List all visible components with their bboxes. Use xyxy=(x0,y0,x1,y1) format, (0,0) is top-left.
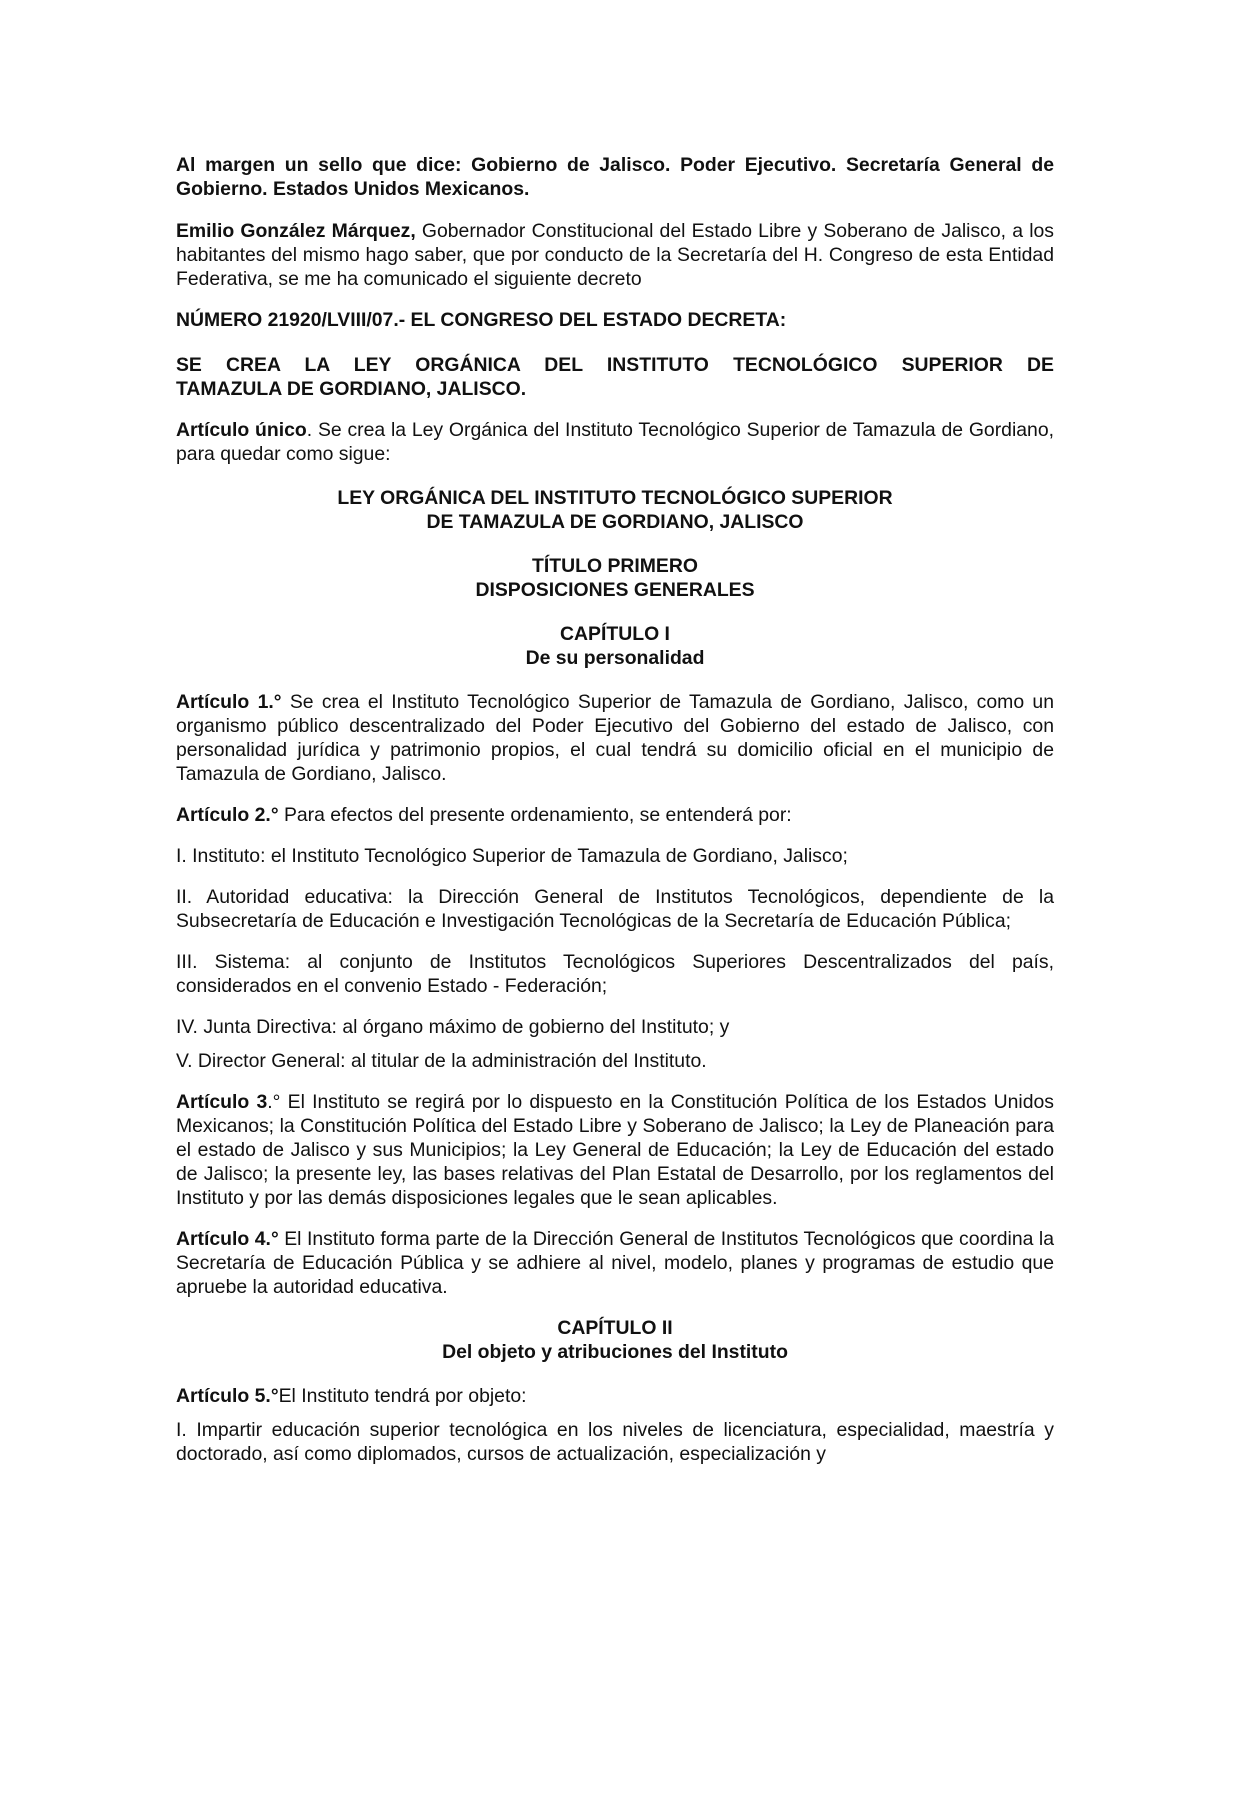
capitulo-2-line1: CAPÍTULO II xyxy=(557,1317,673,1339)
articulo-4-text: El Instituto forma parte de la Dirección General de Institutos Tecnológicos que coordina la Secretaría de Educación Pública y se adhiere al nivel, modelo, planes y programas de estudio que apruebe la autoridad educativa. xyxy=(176,1228,1054,1298)
articulo-1-label: Artículo 1.° xyxy=(176,691,282,713)
capitulo-1-line2: De su personalidad xyxy=(525,647,705,669)
articulo-2-item-1: I. Instituto: el Instituto Tecnológico Superior de Tamazula de Gordiano, Jalisco; xyxy=(176,845,848,867)
articulo-2-item-5: V. Director General: al titular de la administración del Instituto. xyxy=(176,1050,707,1072)
articulo-4 xyxy=(176,1227,1054,1299)
articulo-2-label: Artículo 2.° xyxy=(176,804,279,826)
governor-intro xyxy=(176,219,1054,291)
articulo-5 xyxy=(176,1384,1054,1408)
articulo-4-label: Artículo 4.° xyxy=(176,1228,279,1250)
articulo-2-item-2: II. Autoridad educativa: la Dirección General de Institutos Tecnológicos, dependiente de la Subsecretaría de Educación e Investigación Tecnológicas de la Secretaría de Educación Pública; xyxy=(176,886,1054,932)
articulo-1-text: Se crea el Instituto Tecnológico Superior de Tamazula de Gordiano, Jalisco, como un organismo público descentralizado del Poder Ejecutivo del Gobierno del estado de Jalisco, con personalidad jurídica y patrimonio propios, el cual tendrá su domicilio oficial en el municipio de Tamazula de Gordiano, Jalisco. xyxy=(176,691,1054,785)
document-body xyxy=(176,153,1054,1483)
capitulo-2-line2: Del objeto y atribuciones del Instituto xyxy=(442,1341,788,1363)
decree-title-line2: TAMAZULA DE GORDIANO, JALISCO. xyxy=(176,378,527,400)
articulo-unico-text: . Se crea la Ley Orgánica del Instituto Tecnológico Superior de Tamazula de Gordiano, para quedar como sigue: xyxy=(176,419,1054,465)
articulo-5-label: Artículo 5.° xyxy=(176,1385,279,1407)
articulo-2 xyxy=(176,803,1054,827)
articulo-2-item-3: III. Sistema: al conjunto de Institutos Tecnológicos Superiores Descentralizados del país, considerados en el convenio Estado - Federación; xyxy=(176,951,1054,997)
articulo-2-item-4: IV. Junta Directiva: al órgano máximo de gobierno del Instituto; y xyxy=(176,1016,730,1038)
articulo-3 xyxy=(176,1090,1054,1210)
articulo-unico-label: Artículo único xyxy=(176,419,307,441)
articulo-5-text: El Instituto tendrá por objeto: xyxy=(278,1385,527,1407)
law-title-line1: LEY ORGÁNICA DEL INSTITUTO TECNOLÓGICO SUPERIOR xyxy=(337,487,893,509)
capitulo-1-heading xyxy=(176,622,1054,670)
law-title-line2: DE TAMAZULA DE GORDIANO, JALISCO xyxy=(426,511,804,533)
articulo-2-text: Para efectos del presente ordenamiento, se entenderá por: xyxy=(278,804,792,826)
titulo-heading xyxy=(176,554,1054,602)
governor-name: Emilio González Márquez, xyxy=(176,220,416,242)
decree-title-line1: SE CREA LA LEY ORGÁNICA DEL INSTITUTO TECNOLÓGICO SUPERIOR DE xyxy=(176,354,1054,376)
titulo-line1: TÍTULO PRIMERO xyxy=(532,555,698,577)
law-title xyxy=(176,486,1054,534)
articulo-1 xyxy=(176,690,1054,786)
titulo-line2: DISPOSICIONES GENERALES xyxy=(475,579,755,601)
stamp-note: Al margen un sello que dice: Gobierno de Jalisco. Poder Ejecutivo. Secretaría General de Gobierno. Estados Unidos Mexicanos. xyxy=(176,154,1054,200)
articulo-3-label: Artículo 3 xyxy=(176,1091,268,1113)
capitulo-2-heading xyxy=(176,1316,1054,1364)
decree-title xyxy=(176,353,1054,401)
governor-intro-text: Gobernador Constitucional del Estado Libre y Soberano de Jalisco, a los habitantes del mismo hago saber, que por conducto de la Secretaría del H. Congreso de esta Entidad Federativa, se me ha comunicado el siguiente decreto xyxy=(176,220,1054,290)
articulo-unico xyxy=(176,418,1054,466)
capitulo-1-line1: CAPÍTULO I xyxy=(560,623,670,645)
articulo-3-text: .° El Instituto se regirá por lo dispuesto en la Constitución Política de los Estados Unidos Mexicanos; la Constitución Política del Estado Libre y Soberano de Jalisco; la Ley de Planeación para el estado de Jalisco y sus Municipios; la Ley General de Educación; la Ley de Educación del estado de Jalisco; la presente ley, las bases relativas del Plan Estatal de Desarrollo, por los reglamentos del Instituto y por las demás disposiciones legales que le sean aplicables. xyxy=(176,1091,1054,1209)
decree-number: NÚMERO 21920/LVIII/07.- EL CONGRESO DEL ESTADO DECRETA: xyxy=(176,309,787,331)
articulo-5-item-1: I. Impartir educación superior tecnológica en los niveles de licenciatura, especialidad, maestría y doctorado, así como diplomados, cursos de actualización, especialización y xyxy=(176,1419,1054,1465)
